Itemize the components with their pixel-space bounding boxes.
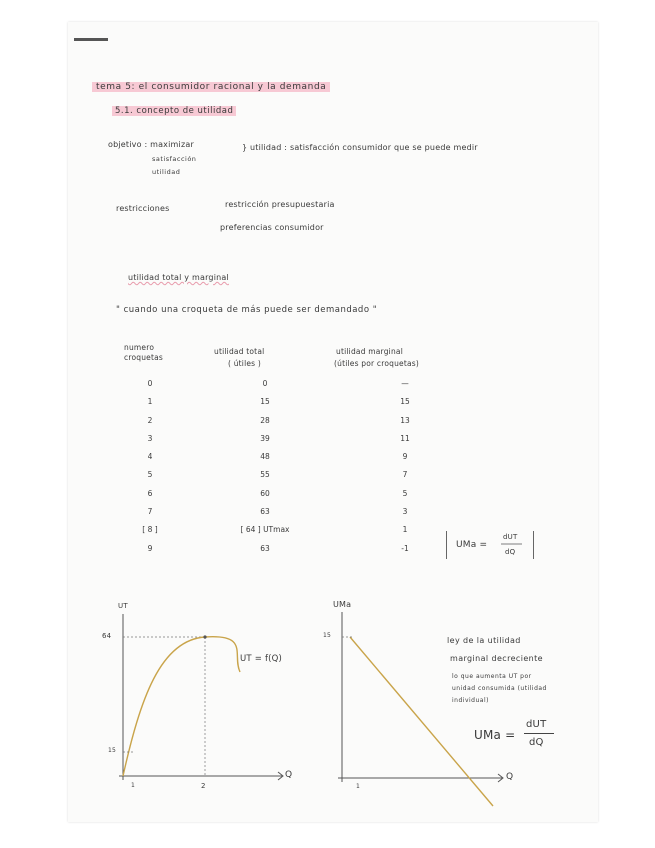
graph2-x-label: Q — [506, 772, 514, 782]
restriction-preferences: preferencias consumidor — [220, 223, 324, 232]
law-text-line1: lo que aumenta UT por — [452, 673, 532, 680]
table-cell: 1 — [402, 525, 408, 535]
utility-definition: } utilidad : satisfacción consumidor que se puede medir — [242, 143, 478, 152]
table-cell: 60 — [260, 488, 270, 498]
objective-item-satisfaction: satisfacción — [152, 155, 197, 163]
table-cell: 63 — [260, 507, 270, 517]
table-cell: 55 — [260, 470, 270, 480]
table-cell: 5 — [402, 488, 408, 498]
header-number-line1: numero — [124, 343, 155, 352]
graph2-x-tick-1: 1 — [356, 783, 361, 790]
ut-curve — [123, 637, 240, 776]
table-cell: 4 — [147, 452, 153, 462]
graph1-x-tick-1: 1 — [131, 782, 136, 789]
table-cell: [ 64 ] UTmax — [240, 525, 290, 535]
header-marginal-line1: utilidad marginal — [336, 347, 403, 356]
table-cell: — — [401, 379, 409, 388]
header-total-line1: utilidad total — [214, 347, 265, 356]
umg-formula-left: UMa = — [456, 540, 488, 550]
table-cell: 11 — [400, 433, 410, 443]
table-cell: 13 — [400, 415, 410, 425]
table-cell: 1 — [147, 397, 153, 407]
objective-item-utility: utilidad — [152, 168, 181, 176]
graph1-y-tick-64: 64 — [102, 632, 112, 640]
law-formula-denominator: dQ — [529, 737, 544, 748]
table-cell: 63 — [260, 543, 270, 553]
subsection-heading: utilidad total y marginal — [128, 273, 229, 282]
table-cell: 0 — [147, 379, 153, 388]
graph1 — [119, 614, 283, 780]
table-cell: 28 — [260, 415, 270, 425]
graph1-x-label: Q — [285, 770, 293, 780]
graph2-y-label: UMa — [333, 600, 352, 609]
table-cell: 6 — [147, 488, 153, 498]
law-title-line2: marginal decreciente — [450, 654, 543, 663]
table-cell: 9 — [402, 452, 408, 462]
quote-text: " cuando una croqueta de más puede ser demandado " — [116, 305, 378, 315]
header-marginal-line2: (útiles por croquetas) — [334, 359, 420, 368]
table-cell: [ 8 ] — [142, 525, 158, 535]
restrictions-label: restricciones — [116, 204, 170, 213]
table-cell: 7 — [147, 507, 153, 517]
graph1-y-tick-15: 15 — [108, 747, 117, 754]
restriction-budget: restricción presupuestaria — [225, 200, 335, 209]
table-cell: 3 — [147, 433, 153, 443]
header-number-line2: croquetas — [124, 353, 164, 362]
header-total-line2: ( útiles ) — [228, 359, 262, 368]
section-heading: 5.1. concepto de utilidad — [112, 106, 236, 116]
table-cell: -1 — [401, 543, 409, 553]
table-cell: 48 — [260, 452, 270, 462]
law-title-line1: ley de la utilidad — [447, 636, 521, 645]
table-cell: 5 — [147, 470, 153, 480]
law-text-line3: individual) — [452, 697, 489, 704]
page-title: tema 5: el consumidor racional y la demanda — [92, 82, 330, 92]
umg-formula-denominator: dQ — [505, 548, 516, 556]
objective-label: objetivo : maximizar — [108, 140, 194, 149]
table-cell: 2 — [147, 415, 153, 425]
ut-curve-label: UT = f(Q) — [240, 654, 283, 664]
law-text-line2: unidad consumida (utilidad — [452, 685, 547, 692]
table-cell: 39 — [260, 433, 270, 443]
graph2-y-tick-15: 15 — [323, 632, 332, 639]
table-cell: 15 — [260, 397, 270, 407]
table-cell: 0 — [262, 379, 268, 388]
law-formula-left: UMa = — [474, 728, 516, 742]
graph1-y-label: UT — [118, 602, 128, 610]
umg-formula-numerator: dUT — [503, 533, 518, 541]
table-cell: 3 — [402, 507, 408, 517]
law-formula-numerator: dUT — [526, 719, 547, 730]
ut-max-point — [203, 635, 206, 638]
law-formula-fraction-line — [524, 733, 554, 734]
table-cell: 9 — [147, 543, 153, 553]
table-cell: 7 — [402, 470, 408, 480]
graph1-x-tick-2: 2 — [201, 782, 206, 790]
table-cell: 15 — [400, 397, 410, 407]
